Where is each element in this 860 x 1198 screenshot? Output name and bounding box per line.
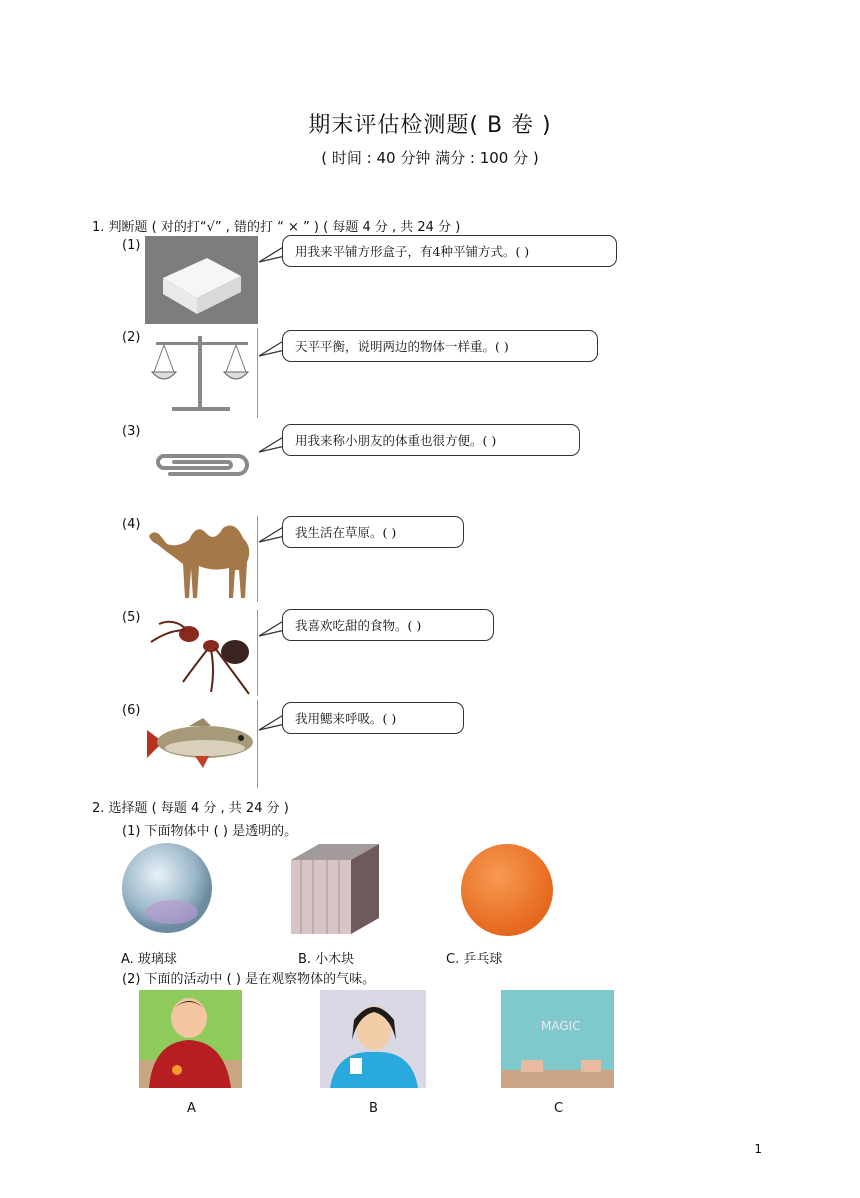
camel-image [143,518,257,602]
girl-photo [320,990,426,1088]
option-b: B. 小木块 [298,952,355,967]
boy-photo [139,990,242,1088]
item-number: (2) [122,330,141,345]
item-number: (3) [122,424,141,439]
item-number: (4) [122,517,141,532]
item-number: (6) [122,703,141,718]
section-heading-judgement: 1. 判断题 ( 对的打“√” , 错的打 “ × ” ) ( 每题 4 分 , 共 24 分 ) [92,220,461,235]
statement-bubble: 我用鳃来呼吸。( ) [282,702,464,734]
page-title: 期末评估检测题( B 卷 ) [308,113,552,138]
statement-bubble: 用我来称小朋友的体重也很方便。( ) [282,424,580,456]
fish-image [145,716,257,770]
question-text: (1) 下面物体中 ( ) 是透明的。 [122,824,298,839]
option-c: C. 乒乓球 [446,952,503,967]
paper-clip-image [150,450,252,480]
ping-pong-ball-image [459,842,555,938]
ant-image [145,612,257,696]
cheese-wedge-image [145,236,258,324]
wood-block-image [287,840,385,938]
balance-scale-image [148,332,256,416]
hands-photo [501,990,614,1088]
option-a: A. 玻璃球 [121,952,177,967]
option-b: B [369,1101,378,1116]
statement-bubble: 天平平衡，说明两边的物体一样重。( ) [282,330,598,362]
page-number: 1 [754,1142,762,1156]
statement-bubble: 用我来平铺方形盒子，有4种平铺方式。( ) [282,235,617,267]
svg-text:MAGIC: MAGIC [541,1019,581,1033]
option-a: A [187,1101,196,1116]
exam-info: ( 时间 : 40 分钟 满分 : 100 分 ) [321,149,539,167]
statement-bubble: 我喜欢吃甜的食物。( ) [282,609,494,641]
item-number: (5) [122,610,141,625]
glass-ball-image [120,840,214,936]
item-number: (1) [122,238,141,253]
question-text: (2) 下面的活动中 ( ) 是在观察物体的气味。 [122,972,376,987]
statement-bubble: 我生活在草原。( ) [282,516,464,548]
option-c: C [554,1101,564,1116]
section-heading-choice: 2. 选择题 ( 每题 4 分 , 共 24 分 ) [92,801,289,816]
